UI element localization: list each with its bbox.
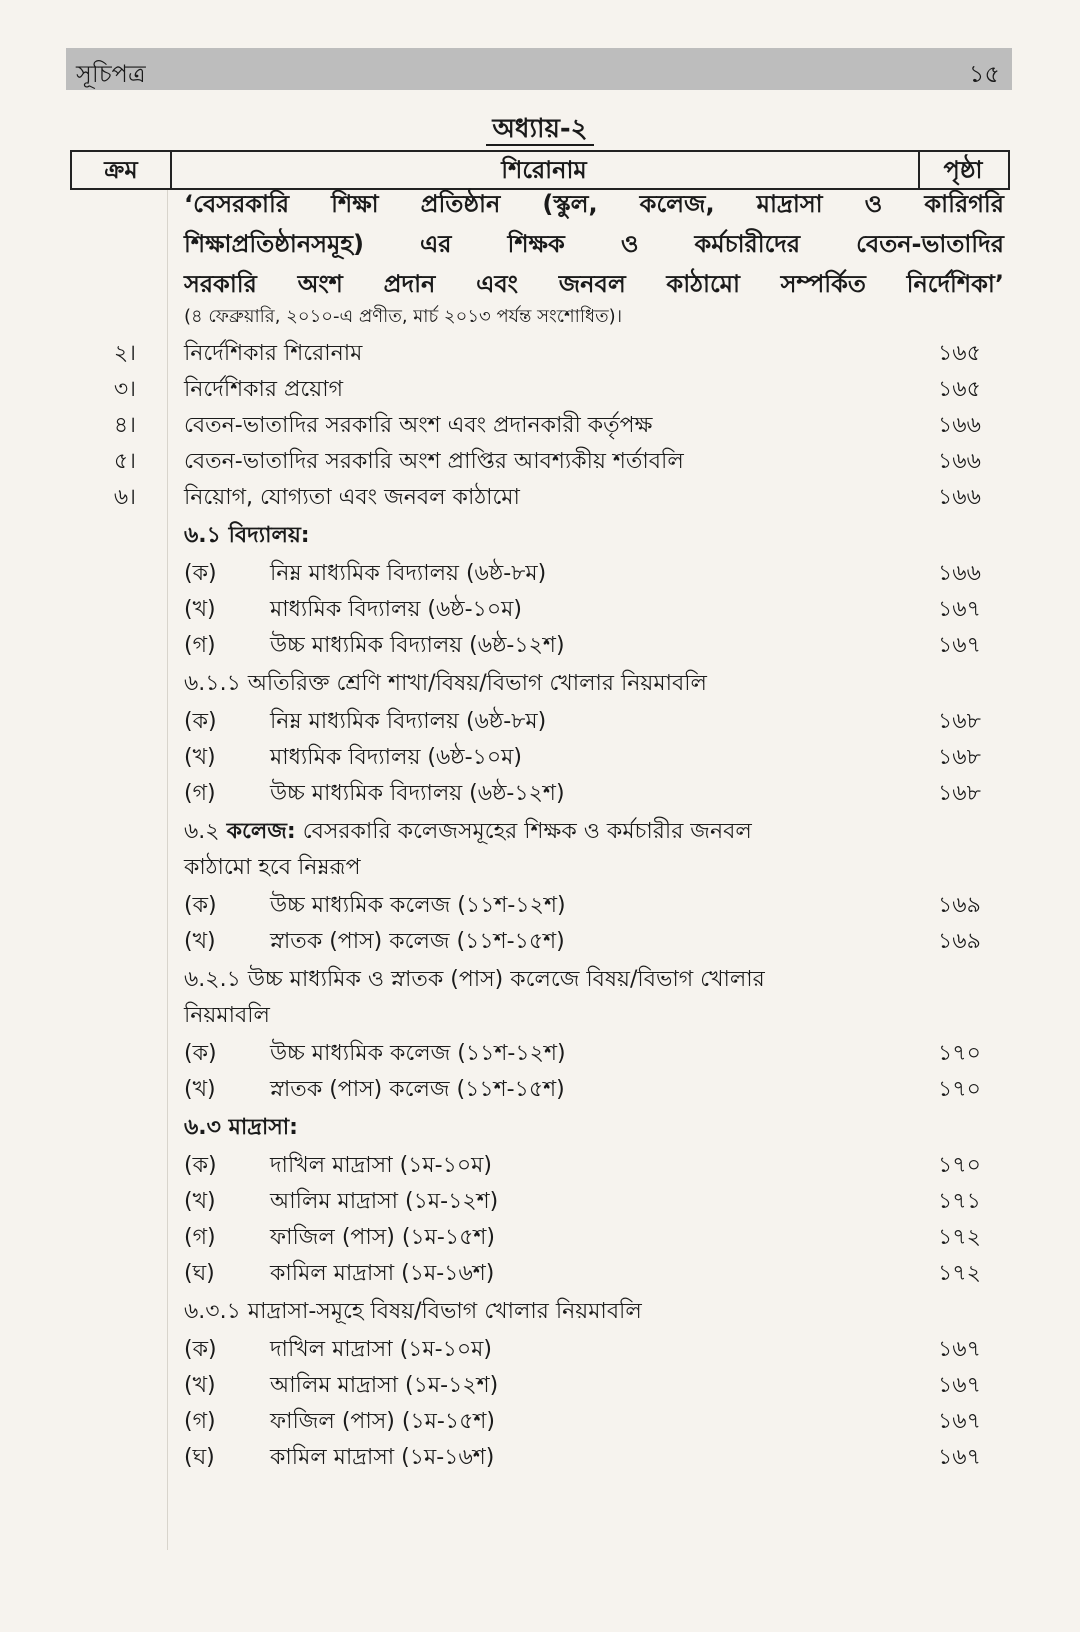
subitem-label: (খ) [184, 745, 216, 770]
subitem-page: ১৬৯ [938, 929, 981, 954]
item-page: ১৬৫ [938, 341, 981, 366]
subitem-title: উচ্চ মাধ্যমিক বিদ্যালয় (৬ষ্ঠ-১২শ) [270, 781, 565, 806]
subitem-page: ১৭১ [938, 1189, 981, 1214]
item-number: ৩। [113, 377, 136, 402]
chapter-title: অধ্যায়-২ [0, 108, 1080, 152]
subitem-page: ১৬৭ [938, 1409, 981, 1434]
item-title: নিয়োগ, যোগ্যতা এবং জনবল কাঠামো [184, 485, 520, 510]
subitem-title: দাখিল মাদ্রাসা (১ম-১০ম) [270, 1337, 492, 1362]
item-number: ৫। [113, 449, 136, 474]
subitem-page: ১৬৮ [938, 745, 981, 770]
subitem-label: (খ) [184, 597, 216, 622]
intro-line-1: ‘বেসরকারি শিক্ষা প্রতিষ্ঠান (স্কুল, কলেজ, মাদ্রাসা ও কারিগরি [184, 190, 1004, 218]
subitem-title: উচ্চ মাধ্যমিক বিদ্যালয় (৬ষ্ঠ-১২শ) [270, 633, 565, 658]
page-number: ১৫ [968, 60, 1000, 88]
subitem-page: ১৬৭ [938, 1373, 981, 1398]
subitem-label: (খ) [184, 1373, 216, 1398]
subitem-label: (ক) [184, 709, 217, 734]
subitem-page: ১৭০ [938, 1041, 981, 1066]
subitem-page: ১৬৭ [938, 1445, 981, 1470]
subitem-page: ১৭২ [938, 1261, 981, 1286]
subitem-label: (ক) [184, 893, 217, 918]
intro-line-2: শিক্ষাপ্রতিষ্ঠানসমূহ) এর শিক্ষক ও কর্মচারীদের বেতন-ভাতাদির [184, 230, 1004, 258]
item-number: ২। [113, 341, 136, 366]
header-title: সূচিপত্র [76, 60, 146, 88]
column-page: পৃষ্ঠা [943, 156, 983, 184]
item-page: ১৬৫ [938, 377, 981, 402]
subitem-label: (গ) [184, 781, 216, 806]
subitem-label: (খ) [184, 929, 216, 954]
subitem-page: ১৬৭ [938, 1337, 981, 1362]
subitem-label: (গ) [184, 633, 216, 658]
subitem-title: নিম্ন মাধ্যমিক বিদ্যালয় (৬ষ্ঠ-৮ম) [270, 709, 547, 734]
item-title: নির্দেশিকার শিরোনাম [184, 341, 363, 366]
subitem-title: উচ্চ মাধ্যমিক কলেজ (১১শ-১২শ) [270, 893, 566, 918]
subitem-title: মাধ্যমিক বিদ্যালয় (৬ষ্ঠ-১০ম) [270, 745, 522, 770]
subitem-title: ফাজিল (পাস) (১ম-১৫শ) [270, 1225, 495, 1250]
subitem-label: (গ) [184, 1225, 216, 1250]
running-header [66, 48, 1012, 90]
subitem-title: উচ্চ মাধ্যমিক কলেজ (১১শ-১২শ) [270, 1041, 566, 1066]
subitem-title: কামিল মাদ্রাসা (১ম-১৬শ) [270, 1261, 495, 1286]
subitem-page: ১৭০ [938, 1153, 981, 1178]
item-title: বেতন-ভাতাদির সরকারি অংশ প্রাপ্তির আবশ্যকীয় শর্তাবলি [184, 449, 684, 474]
subitem-title: আলিম মাদ্রাসা (১ম-১২শ) [270, 1189, 499, 1214]
item-number: ৬। [113, 485, 136, 510]
subitem-label: (ক) [184, 1337, 217, 1362]
subitem-label: (ঘ) [184, 1445, 215, 1470]
subitem-page: ১৬৭ [938, 597, 981, 622]
item-title: বেতন-ভাতাদির সরকারি অংশ এবং প্রদানকারী কর্তৃপক্ষ [184, 413, 653, 438]
subitem-title: মাধ্যমিক বিদ্যালয় (৬ষ্ঠ-১০ম) [270, 597, 522, 622]
subitem-page: ১৬৬ [938, 561, 981, 586]
subitem-page: ১৬৮ [938, 709, 981, 734]
subitem-page: ১৭২ [938, 1225, 981, 1250]
item-page: ১৬৬ [938, 485, 981, 510]
intro-note: (৪ ফেব্রুয়ারি, ২০১০-এ প্রণীত, মার্চ ২০১৩ পর্যন্ত সংশোধিত)। [184, 306, 623, 327]
subitem-label: (ঘ) [184, 1261, 215, 1286]
subitem-page: ১৭০ [938, 1077, 981, 1102]
subitem-label: (খ) [184, 1077, 216, 1102]
subitem-label: (ক) [184, 1153, 217, 1178]
subitem-page: ১৬৯ [938, 893, 981, 918]
item-title: নির্দেশিকার প্রয়োগ [184, 377, 344, 402]
subitem-page: ১৬৮ [938, 781, 981, 806]
subitem-label: (খ) [184, 1189, 216, 1214]
column-title: শিরোনাম [170, 152, 920, 188]
subitem-label: (গ) [184, 1409, 216, 1434]
subitem-title: আলিম মাদ্রাসা (১ম-১২শ) [270, 1373, 499, 1398]
subitem-title: ফাজিল (পাস) (১ম-১৫শ) [270, 1409, 495, 1434]
item-page: ১৬৬ [938, 413, 981, 438]
subitem-label: (ক) [184, 561, 217, 586]
subitem-title: স্নাতক (পাস) কলেজ (১১শ-১৫শ) [270, 1077, 565, 1102]
subitem-page: ১৬৭ [938, 633, 981, 658]
intro-line-3: সরকারি অংশ প্রদান এবং জনবল কাঠামো সম্পর্কিত নির্দেশিকা’ [184, 270, 1004, 298]
subitem-label: (ক) [184, 1041, 217, 1066]
item-number: ৪। [113, 413, 136, 438]
subitem-title: নিম্ন মাধ্যমিক বিদ্যালয় (৬ষ্ঠ-৮ম) [270, 561, 547, 586]
item-page: ১৬৬ [938, 449, 981, 474]
column-serial: ক্রম [72, 152, 172, 188]
subitem-title: কামিল মাদ্রাসা (১ম-১৬শ) [270, 1445, 495, 1470]
subitem-title: দাখিল মাদ্রাসা (১ম-১০ম) [270, 1153, 492, 1178]
column-divider [167, 190, 168, 1550]
subitem-title: স্নাতক (পাস) কলেজ (১১শ-১৫শ) [270, 929, 565, 954]
